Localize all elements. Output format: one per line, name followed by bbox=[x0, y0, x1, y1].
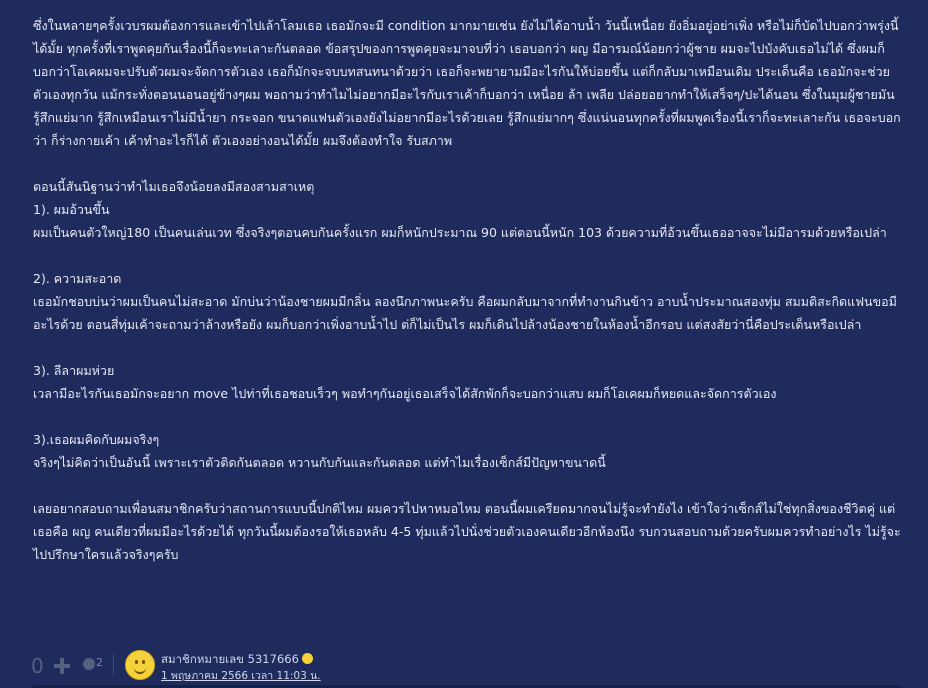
paragraph: 3).เธอผมคิดกับผมจริงๆ bbox=[33, 432, 160, 447]
paragraph-gap bbox=[33, 152, 901, 175]
paragraph: ตอนนี้สันนิฐานว่าทำไมเธอจึงน้อยลงมีสองสามสาเหตุ bbox=[33, 179, 315, 194]
paragraph: ผมเป็นคนตัวใหญ่180 เป็นคนเล่นเวท ซึ่งจริงๆตอนคบกันครั้งแรก ผมก็หนักประมาณ 90 แต่ตอนนี้หนัก 103 ด้วยความที่อ้วนขึ้นเธออาจจะไม่มีอารมด้วยหรือเปล่า bbox=[33, 225, 887, 240]
paragraph-gap bbox=[33, 336, 901, 359]
avatar[interactable] bbox=[125, 650, 155, 680]
avatar-eye-icon bbox=[135, 660, 138, 664]
member-emoji-icon bbox=[302, 653, 313, 664]
paragraph: จริงๆไม่คิดว่าเป็นอันนี้ เพราะเราตัวติดกันตลอด หวานกับกันและกันตลอด แต่ทำไมเรื่องเซ็กส์มีปัญหาขนาดนี้ bbox=[33, 455, 606, 470]
paragraph-gap bbox=[33, 405, 901, 428]
avatar-mouth-icon bbox=[134, 666, 146, 674]
paragraph: 2). ความสะอาด bbox=[33, 271, 122, 286]
post-content bbox=[33, 14, 901, 566]
member-name: สมาชิกหมายเลข 5317666 bbox=[161, 652, 299, 666]
paragraph: เวลามีอะไรกันเธอมักจะอยาก move ไปท่าที่เธอชอบเร็วๆ พอทำๆกันอยู่เธอเสร็จได้สักพักก็จะบอกว่าแสบ ผมก็โอเคผมก็หยดและจัดการตัวเอง bbox=[33, 386, 777, 401]
vote-count: 0 bbox=[31, 654, 44, 678]
plus-vote-icon[interactable] bbox=[54, 658, 70, 674]
paragraph: ซึ่งในหลายๆครั้งเวบรผมต้องการและเข้าไปเล้าโลมเธอ เธอมักจะมี condition มากมายเช่น ยังไม่ได้อาบน้ำ วันนี้เหนื่อย ยังอิ่มอยู่อย่าเพิ่ง หรือไม่ก็บัดไปบอกว่าพรุ่งนี้ได้มั้ย ทุกครั้งที่เราพูดคุยกันเรื่องนี้ก็จะทะเลาะกันตลอด ข้อสรุปของการพูดคุยจะมาจบที่ว่า เธอบอกว่า ผญ มีอารมณ์น้อยกว่าผู้ชาย ผมจะไปบังคับเธอไม่ได้ ซึ่งผมก็บอกว่าโอเคผมจะปรับตัวผมจะจัดการตัวเอง เธอก็มักจะจบบทสนทนาด้วยว่า เธอก็จะพยายามมีอะไรกันให้บ่อยขึ้น แต่ก็กลับมาเหมือนเดิม ประเด็นคือ เธอมักจะช่วยตัวเองทุกวัน แม้กระทั่งตอนนอนอยู่ข้างๆผม พอถามว่าทำไมไม่อยากมีอะไรกับเราเค้าก็บอกว่า เหนื่อย ล้า เพลีย ปล่อยอยากทำให้เสร็จๆ/ปะได้นอน ซึ่งในมุมผู้ชายมันรู้สึกแย่มาก รู้สึกเหมือนเราไม่มีน้ำยา กระจอก ขนาดแฟนตัวเองยังไม่อยากมีอะไรด้วยเลย รู้สึกแย่มากๆ ซึ่งแน่นอนทุกครั้งที่ผมพูดเรื่องนี้เราก็จะทะเลาะกัน เธอจะบอกว่า ก็ร่างกายเค้า เค้าทำอะไรก็ได้ ตัวเองอย่างอนได้มั้ย ผมจึงต้องทำใจ รับสภาพ bbox=[33, 18, 901, 148]
footer-divider bbox=[113, 654, 114, 676]
avatar-eye-icon bbox=[142, 660, 145, 664]
paragraph: 3). ลีลาผมห่วย bbox=[33, 363, 115, 378]
paragraph-gap bbox=[33, 244, 901, 267]
paragraph: เลยอยากสอบถามเพื่อนสมาชิกครับว่าสถานการแบบนี้ปกติไหม ผมควรไปหาหมอไหม ตอนนี้ผมเครียดมากจนไม่รู้จะทำยังไง เข้าใจว่าเซ็กส์ไม่ใช่ทุกสิ่งของชีวิตคู่ แต่เธอคือ ผญ คนเดียวที่ผมมีอะไรด้วยได้ ทุกวันนี้ผมต้องรอให้เธอหลับ 4-5 ทุ่มแล้วไปนั่งช่วยตัวเองคนเดียวอีกห้องนึง รบกวนสอบถามด้วยครับผมควรทำอย่างไร ไม่รู้จะไปปรึกษาใครแล้วจริงๆครับ bbox=[33, 501, 901, 562]
emotion-icon[interactable] bbox=[83, 658, 95, 670]
post-footer bbox=[0, 646, 928, 688]
post-date[interactable]: 1 พฤษภาคม 2566 เวลา 11:03 น. bbox=[161, 670, 321, 682]
paragraph-gap bbox=[33, 474, 901, 497]
paragraph: เธอมักชอบบ่นว่าผมเป็นคนไม่สะอาด มักบ่นว่าน้องชายผมมีกลิ่น ลองนึกภาพนะครับ คือผมกลับมาจากที่ทำงานกินข้าว อาบน้ำประมาณสองทุ่ม สมมติสะกิดแฟนขอมีอะไรด้วย ตอนสี่ทุ่มเค้าจะถามว่าล้างหรือยัง ผมก็บอกว่าเพิ่งอาบน้ำไป ต่ก็ไม่เป็นไร ผมก็เดินไปล้างน้องชายในห้องน้ำอีกรอบ แต่สงสัยว่านี่คือประเด็นหรือเปล่า bbox=[33, 294, 897, 332]
emotion-count: 2 bbox=[96, 656, 103, 669]
paragraph: 1). ผมอ้วนขึ้น bbox=[33, 202, 110, 217]
